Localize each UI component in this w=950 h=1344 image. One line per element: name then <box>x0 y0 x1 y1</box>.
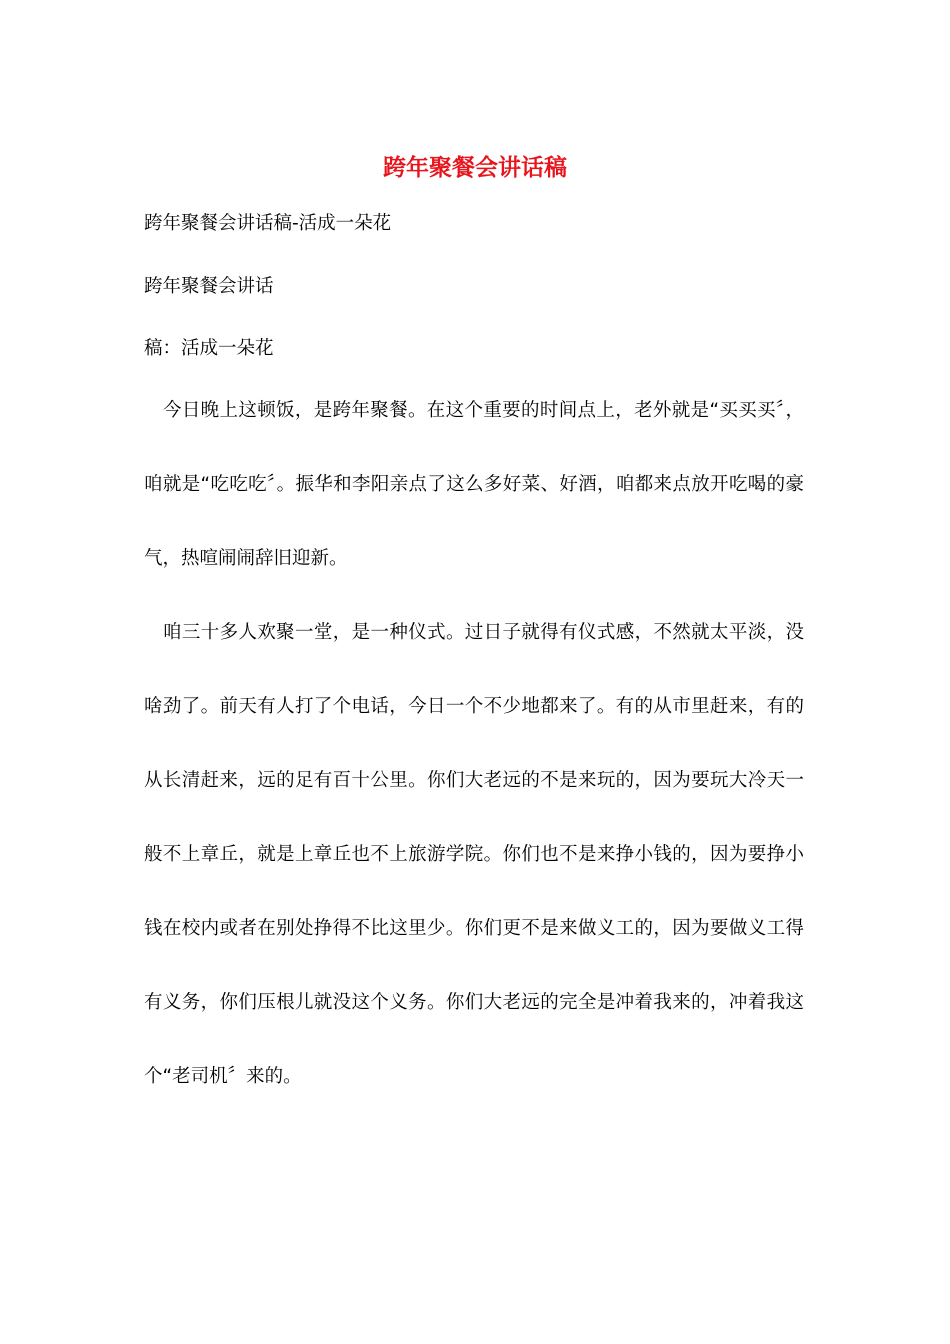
paragraph-2: 咱三十多人欢聚一堂，是一种仪式。过日子就得有仪式感，不然就太平淡，没啥劲了。前天有人打了个电话，今日一个不少地都来了。有的从市里赶来，有的从长清赶来，远的足有百十公里。你们大老远的不是来玩的，因为要玩大冷天一般不上章丘，就是上章丘也不上旅游学院。你们也不是来挣小钱的，因为要挣小钱在校内或者在别处挣得不比这里少。你们更不是来做义工的，因为要做义工得有义务，你们压根儿就没这个义务。你们大老远的完全是冲着我来的，冲着我这个“老司机〞来的。 <box>144 622 804 1087</box>
subtitle-full: 跨年聚餐会讲话稿-活成一朵花 <box>144 213 392 234</box>
subtitle-part-2: 稿：活成一朵花 <box>144 338 274 359</box>
paragraph-1: 今日晚上这顿饭，是跨年聚餐。在这个重要的时间点上，老外就是“买买买〞，咱就是“吃吃吃〞。振华和李阳亲点了这么多好菜、好酒，咱都来点放开吃喝的豪气，热喧闹闹辞旧迎新。 <box>144 400 804 569</box>
document-title: 跨年聚餐会讲话稿 <box>383 154 567 181</box>
subtitle-part-1: 跨年聚餐会讲话 <box>144 276 274 297</box>
